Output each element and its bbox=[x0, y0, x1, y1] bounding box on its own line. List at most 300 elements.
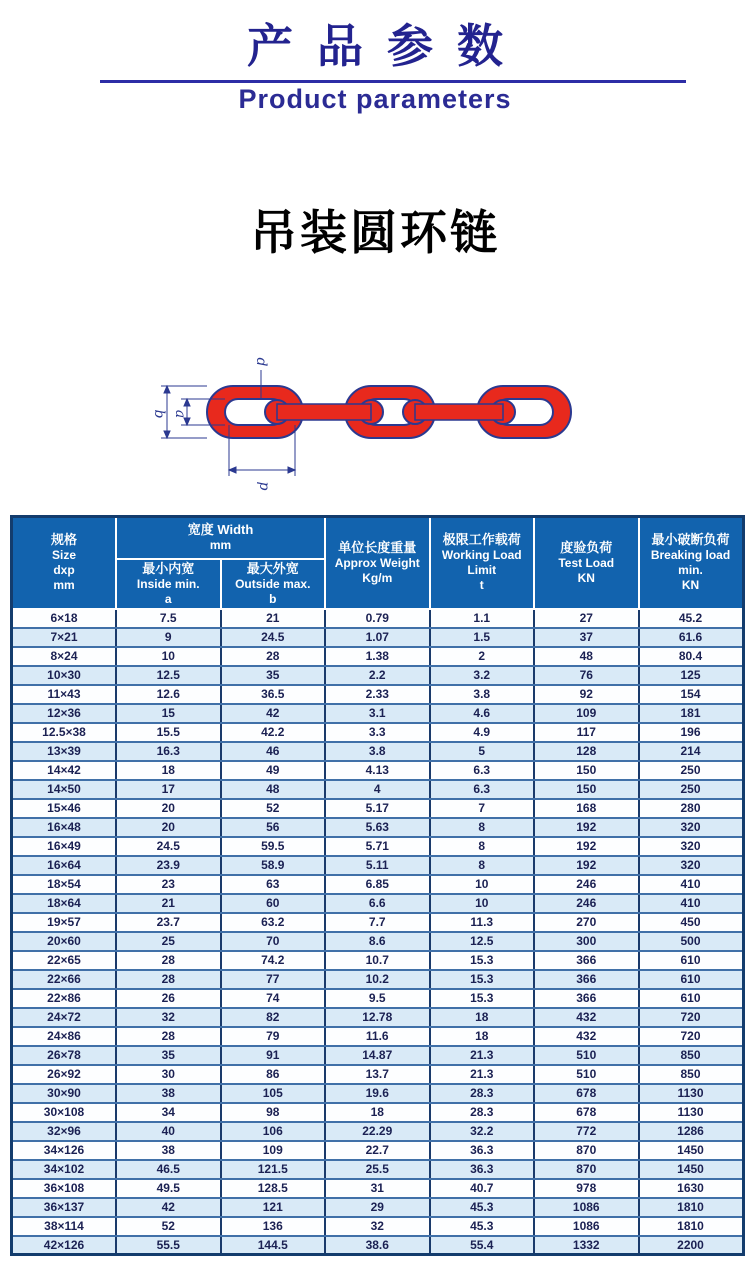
cell: 74.2 bbox=[221, 951, 326, 970]
cell: 2.33 bbox=[325, 685, 430, 704]
cell: 2200 bbox=[639, 1236, 744, 1255]
cell: 80.4 bbox=[639, 647, 744, 666]
cell: 610 bbox=[639, 989, 744, 1008]
cell: 82 bbox=[221, 1008, 326, 1027]
header-divider bbox=[100, 80, 686, 83]
table-row bbox=[12, 1160, 744, 1179]
cell: 5 bbox=[430, 742, 535, 761]
cell: 4.9 bbox=[430, 723, 535, 742]
chain-connector-link bbox=[403, 400, 515, 424]
cell: 24.5 bbox=[116, 837, 221, 856]
cell: 8 bbox=[430, 818, 535, 837]
cell: 24.5 bbox=[221, 628, 326, 647]
col-header-size bbox=[12, 517, 117, 609]
cell: 16×49 bbox=[12, 837, 117, 856]
cell: 610 bbox=[639, 951, 744, 970]
col-header-breaking-en: Breaking load bbox=[650, 548, 731, 563]
cell: 15 bbox=[116, 704, 221, 723]
dimension-label-d: d bbox=[253, 357, 269, 367]
cell: 36.5 bbox=[221, 685, 326, 704]
cell: 13×39 bbox=[12, 742, 117, 761]
cell: 45.2 bbox=[639, 609, 744, 628]
cell: 5.71 bbox=[325, 837, 430, 856]
col-header-breaking-min: min. bbox=[678, 563, 703, 578]
cell: 1286 bbox=[639, 1122, 744, 1141]
col-header-test-unit: KN bbox=[577, 570, 595, 585]
table-row bbox=[12, 1103, 744, 1122]
cell: 450 bbox=[639, 913, 744, 932]
cell: 4.13 bbox=[325, 761, 430, 780]
cell: 1130 bbox=[639, 1084, 744, 1103]
cell: 36×108 bbox=[12, 1179, 117, 1198]
cell: 28.3 bbox=[430, 1084, 535, 1103]
col-header-weight-unit: Kg/m bbox=[362, 570, 393, 585]
cell: 21.3 bbox=[430, 1065, 535, 1084]
cell: 11×43 bbox=[12, 685, 117, 704]
cell: 10 bbox=[116, 647, 221, 666]
table-row bbox=[12, 704, 744, 723]
cell: 21.3 bbox=[430, 1046, 535, 1065]
table-row bbox=[12, 951, 744, 970]
cell: 366 bbox=[534, 970, 639, 989]
cell: 77 bbox=[221, 970, 326, 989]
col-header-size-zh: 规格 bbox=[50, 532, 77, 548]
cell: 121.5 bbox=[221, 1160, 326, 1179]
cell: 14×42 bbox=[12, 761, 117, 780]
chain-connector-link bbox=[265, 400, 383, 424]
cell: 10 bbox=[430, 894, 535, 913]
cell: 4.6 bbox=[430, 704, 535, 723]
cell: 86 bbox=[221, 1065, 326, 1084]
cell: 16.3 bbox=[116, 742, 221, 761]
cell: 12.5×38 bbox=[12, 723, 117, 742]
chain-diagram bbox=[145, 348, 605, 498]
cell: 9 bbox=[116, 628, 221, 647]
table-body bbox=[12, 609, 744, 1255]
cell: 15.5 bbox=[116, 723, 221, 742]
cell: 26×92 bbox=[12, 1065, 117, 1084]
cell: 19.6 bbox=[325, 1084, 430, 1103]
cell: 58.9 bbox=[221, 856, 326, 875]
table-row bbox=[12, 1122, 744, 1141]
cell: 63 bbox=[221, 875, 326, 894]
cell: 19×57 bbox=[12, 913, 117, 932]
col-header-wll-zh: 极限工作载荷 bbox=[442, 532, 521, 548]
cell: 37 bbox=[534, 628, 639, 647]
page-title-en: Product parameters bbox=[238, 84, 512, 114]
table-row bbox=[12, 837, 744, 856]
cell: 10×30 bbox=[12, 666, 117, 685]
cell: 30×90 bbox=[12, 1084, 117, 1103]
cell: 16×48 bbox=[12, 818, 117, 837]
cell: 28 bbox=[221, 647, 326, 666]
cell: 12.6 bbox=[116, 685, 221, 704]
cell: 25 bbox=[116, 932, 221, 951]
cell: 720 bbox=[639, 1027, 744, 1046]
cell: 1.38 bbox=[325, 647, 430, 666]
col-header-outside-sym: b bbox=[269, 591, 277, 606]
cell: 1.1 bbox=[430, 609, 535, 628]
cell: 6.3 bbox=[430, 780, 535, 799]
cell: 56 bbox=[221, 818, 326, 837]
cell: 10 bbox=[430, 875, 535, 894]
cell: 55.4 bbox=[430, 1236, 535, 1255]
table-row bbox=[12, 1217, 744, 1236]
cell: 22.29 bbox=[325, 1122, 430, 1141]
cell: 3.8 bbox=[325, 742, 430, 761]
cell: 246 bbox=[534, 875, 639, 894]
cell: 12.78 bbox=[325, 1008, 430, 1027]
cell: 678 bbox=[534, 1084, 639, 1103]
product-title: 吊装圆环链 bbox=[250, 206, 500, 259]
cell: 870 bbox=[534, 1160, 639, 1179]
col-header-weight-en: Approx Weight bbox=[334, 555, 420, 570]
cell: 34×126 bbox=[12, 1141, 117, 1160]
cell: 109 bbox=[534, 704, 639, 723]
cell: 32×96 bbox=[12, 1122, 117, 1141]
spec-table bbox=[10, 515, 745, 1256]
cell: 320 bbox=[639, 856, 744, 875]
table-row bbox=[12, 1084, 744, 1103]
cell: 510 bbox=[534, 1046, 639, 1065]
cell: 181 bbox=[639, 704, 744, 723]
cell: 432 bbox=[534, 1008, 639, 1027]
cell: 29 bbox=[325, 1198, 430, 1217]
table-row bbox=[12, 856, 744, 875]
cell: 18 bbox=[430, 1008, 535, 1027]
cell: 74 bbox=[221, 989, 326, 1008]
table-row bbox=[12, 685, 744, 704]
table-row bbox=[12, 1179, 744, 1198]
cell: 1332 bbox=[534, 1236, 639, 1255]
cell: 98 bbox=[221, 1103, 326, 1122]
table-row bbox=[12, 647, 744, 666]
cell: 38.6 bbox=[325, 1236, 430, 1255]
page-title-zh: 产品参数 bbox=[247, 20, 527, 72]
cell: 5.11 bbox=[325, 856, 430, 875]
cell: 42.2 bbox=[221, 723, 326, 742]
cell: 250 bbox=[639, 780, 744, 799]
cell: 117 bbox=[534, 723, 639, 742]
table-row bbox=[12, 970, 744, 989]
cell: 22×65 bbox=[12, 951, 117, 970]
cell: 7×21 bbox=[12, 628, 117, 647]
cell: 26×78 bbox=[12, 1046, 117, 1065]
table-row bbox=[12, 875, 744, 894]
cell: 6×18 bbox=[12, 609, 117, 628]
cell: 0.79 bbox=[325, 609, 430, 628]
cell: 45.3 bbox=[430, 1198, 535, 1217]
col-header-width-group bbox=[116, 517, 325, 559]
col-header-width-unit: mm bbox=[209, 538, 232, 553]
cell: 8.6 bbox=[325, 932, 430, 951]
cell: 8 bbox=[430, 837, 535, 856]
cell: 20 bbox=[116, 799, 221, 818]
col-header-inside-zh: 最小内宽 bbox=[142, 560, 195, 576]
cell: 500 bbox=[639, 932, 744, 951]
cell: 22×66 bbox=[12, 970, 117, 989]
table-row bbox=[12, 1236, 744, 1255]
cell: 70 bbox=[221, 932, 326, 951]
cell: 270 bbox=[534, 913, 639, 932]
cell: 61.6 bbox=[639, 628, 744, 647]
cell: 214 bbox=[639, 742, 744, 761]
cell: 28 bbox=[116, 970, 221, 989]
cell: 300 bbox=[534, 932, 639, 951]
cell: 48 bbox=[221, 780, 326, 799]
cell: 27 bbox=[534, 609, 639, 628]
cell: 16×64 bbox=[12, 856, 117, 875]
cell: 410 bbox=[639, 894, 744, 913]
cell: 1130 bbox=[639, 1103, 744, 1122]
table-row bbox=[12, 894, 744, 913]
table-row bbox=[12, 1198, 744, 1217]
cell: 38 bbox=[116, 1084, 221, 1103]
cell: 24×86 bbox=[12, 1027, 117, 1046]
cell: 30×108 bbox=[12, 1103, 117, 1122]
cell: 20×60 bbox=[12, 932, 117, 951]
table-row bbox=[12, 932, 744, 951]
cell: 60 bbox=[221, 894, 326, 913]
cell: 125 bbox=[639, 666, 744, 685]
cell: 150 bbox=[534, 761, 639, 780]
cell: 18 bbox=[325, 1103, 430, 1122]
table-row bbox=[12, 628, 744, 647]
cell: 6.85 bbox=[325, 875, 430, 894]
col-header-width-title: 宽度 Width bbox=[187, 522, 254, 538]
cell: 40.7 bbox=[430, 1179, 535, 1198]
cell: 192 bbox=[534, 837, 639, 856]
col-header-breaking-unit: KN bbox=[681, 578, 700, 593]
cell: 15.3 bbox=[430, 951, 535, 970]
cell: 22.7 bbox=[325, 1141, 430, 1160]
table-row bbox=[12, 913, 744, 932]
cell: 510 bbox=[534, 1065, 639, 1084]
cell: 59.5 bbox=[221, 837, 326, 856]
cell: 32.2 bbox=[430, 1122, 535, 1141]
cell: 15×46 bbox=[12, 799, 117, 818]
table-row bbox=[12, 609, 744, 628]
cell: 18 bbox=[430, 1027, 535, 1046]
cell: 38×114 bbox=[12, 1217, 117, 1236]
cell: 168 bbox=[534, 799, 639, 818]
cell: 1810 bbox=[639, 1198, 744, 1217]
cell: 46 bbox=[221, 742, 326, 761]
cell: 1630 bbox=[639, 1179, 744, 1198]
cell: 14.87 bbox=[325, 1046, 430, 1065]
cell: 30 bbox=[116, 1065, 221, 1084]
cell: 76 bbox=[534, 666, 639, 685]
cell: 52 bbox=[116, 1217, 221, 1236]
cell: 9.5 bbox=[325, 989, 430, 1008]
cell: 8×24 bbox=[12, 647, 117, 666]
cell: 2.2 bbox=[325, 666, 430, 685]
cell: 18×54 bbox=[12, 875, 117, 894]
cell: 32 bbox=[116, 1008, 221, 1027]
cell: 4 bbox=[325, 780, 430, 799]
col-header-weight-zh: 单位长度重量 bbox=[338, 539, 417, 555]
cell: 26 bbox=[116, 989, 221, 1008]
cell: 144.5 bbox=[221, 1236, 326, 1255]
table-row bbox=[12, 761, 744, 780]
cell: 18×64 bbox=[12, 894, 117, 913]
cell: 1450 bbox=[639, 1160, 744, 1179]
cell: 320 bbox=[639, 837, 744, 856]
cell: 366 bbox=[534, 989, 639, 1008]
col-header-test-zh: 度验负荷 bbox=[560, 539, 613, 555]
dimension-label-b: b bbox=[151, 409, 167, 419]
table-header bbox=[12, 517, 744, 609]
cell: 128 bbox=[534, 742, 639, 761]
cell: 850 bbox=[639, 1065, 744, 1084]
cell: 31 bbox=[325, 1179, 430, 1198]
col-header-wll bbox=[430, 517, 535, 609]
cell: 1.07 bbox=[325, 628, 430, 647]
cell: 280 bbox=[639, 799, 744, 818]
col-header-size-unit: mm bbox=[53, 578, 75, 593]
cell: 1450 bbox=[639, 1141, 744, 1160]
cell: 7 bbox=[430, 799, 535, 818]
cell: 17 bbox=[116, 780, 221, 799]
cell: 36×137 bbox=[12, 1198, 117, 1217]
table-row bbox=[12, 666, 744, 685]
cell: 196 bbox=[639, 723, 744, 742]
cell: 3.1 bbox=[325, 704, 430, 723]
cell: 7.7 bbox=[325, 913, 430, 932]
table-row bbox=[12, 989, 744, 1008]
col-header-inside-en: Inside min. bbox=[136, 576, 200, 591]
cell: 15.3 bbox=[430, 970, 535, 989]
cell: 23 bbox=[116, 875, 221, 894]
cell: 25.5 bbox=[325, 1160, 430, 1179]
cell: 79 bbox=[221, 1027, 326, 1046]
table-row bbox=[12, 1141, 744, 1160]
cell: 410 bbox=[639, 875, 744, 894]
cell: 12.5 bbox=[116, 666, 221, 685]
col-header-test-load bbox=[534, 517, 639, 609]
col-header-breaking-load bbox=[639, 517, 744, 609]
cell: 246 bbox=[534, 894, 639, 913]
cell: 20 bbox=[116, 818, 221, 837]
cell: 13.7 bbox=[325, 1065, 430, 1084]
cell: 11.3 bbox=[430, 913, 535, 932]
col-header-wll-en: Working Load Limit bbox=[441, 548, 522, 578]
cell: 5.63 bbox=[325, 818, 430, 837]
col-header-inside-sym: a bbox=[164, 591, 172, 606]
cell: 6.3 bbox=[430, 761, 535, 780]
cell: 32 bbox=[325, 1217, 430, 1236]
col-header-outside-zh: 最大外宽 bbox=[246, 560, 299, 576]
dimension-label-a: a bbox=[172, 409, 188, 419]
dimension-label-p: p bbox=[256, 481, 272, 491]
cell: 366 bbox=[534, 951, 639, 970]
table-row bbox=[12, 1065, 744, 1084]
cell: 14×50 bbox=[12, 780, 117, 799]
cell: 36.3 bbox=[430, 1160, 535, 1179]
cell: 320 bbox=[639, 818, 744, 837]
cell: 1086 bbox=[534, 1217, 639, 1236]
cell: 48 bbox=[534, 647, 639, 666]
cell: 8 bbox=[430, 856, 535, 875]
cell: 5.17 bbox=[325, 799, 430, 818]
cell: 3.2 bbox=[430, 666, 535, 685]
cell: 250 bbox=[639, 761, 744, 780]
cell: 192 bbox=[534, 818, 639, 837]
cell: 870 bbox=[534, 1141, 639, 1160]
cell: 154 bbox=[639, 685, 744, 704]
cell: 42 bbox=[221, 704, 326, 723]
cell: 150 bbox=[534, 780, 639, 799]
cell: 6.6 bbox=[325, 894, 430, 913]
cell: 11.6 bbox=[325, 1027, 430, 1046]
cell: 52 bbox=[221, 799, 326, 818]
cell: 40 bbox=[116, 1122, 221, 1141]
cell: 15.3 bbox=[430, 989, 535, 1008]
cell: 42 bbox=[116, 1198, 221, 1217]
cell: 128.5 bbox=[221, 1179, 326, 1198]
cell: 23.9 bbox=[116, 856, 221, 875]
col-header-size-en: Size bbox=[51, 548, 76, 563]
cell: 35 bbox=[221, 666, 326, 685]
col-header-test-en: Test Load bbox=[558, 555, 615, 570]
cell: 21 bbox=[221, 609, 326, 628]
cell: 109 bbox=[221, 1141, 326, 1160]
cell: 23.7 bbox=[116, 913, 221, 932]
col-header-outside-width bbox=[221, 559, 326, 609]
cell: 38 bbox=[116, 1141, 221, 1160]
cell: 34×102 bbox=[12, 1160, 117, 1179]
cell: 106 bbox=[221, 1122, 326, 1141]
cell: 42×126 bbox=[12, 1236, 117, 1255]
table-row bbox=[12, 780, 744, 799]
cell: 46.5 bbox=[116, 1160, 221, 1179]
table-row bbox=[12, 1046, 744, 1065]
cell: 2 bbox=[430, 647, 535, 666]
cell: 91 bbox=[221, 1046, 326, 1065]
cell: 772 bbox=[534, 1122, 639, 1141]
cell: 21 bbox=[116, 894, 221, 913]
cell: 45.3 bbox=[430, 1217, 535, 1236]
cell: 121 bbox=[221, 1198, 326, 1217]
table-row bbox=[12, 742, 744, 761]
cell: 850 bbox=[639, 1046, 744, 1065]
cell: 34 bbox=[116, 1103, 221, 1122]
cell: 10.7 bbox=[325, 951, 430, 970]
cell: 55.5 bbox=[116, 1236, 221, 1255]
cell: 49.5 bbox=[116, 1179, 221, 1198]
cell: 10.2 bbox=[325, 970, 430, 989]
cell: 63.2 bbox=[221, 913, 326, 932]
cell: 432 bbox=[534, 1027, 639, 1046]
cell: 12×36 bbox=[12, 704, 117, 723]
cell: 192 bbox=[534, 856, 639, 875]
col-header-weight bbox=[325, 517, 430, 609]
col-header-wll-unit: t bbox=[479, 578, 484, 593]
col-header-inside-width bbox=[116, 559, 221, 609]
table-row bbox=[12, 1008, 744, 1027]
cell: 35 bbox=[116, 1046, 221, 1065]
cell: 3.3 bbox=[325, 723, 430, 742]
table-row bbox=[12, 818, 744, 837]
cell: 28 bbox=[116, 951, 221, 970]
cell: 28.3 bbox=[430, 1103, 535, 1122]
cell: 28 bbox=[116, 1027, 221, 1046]
cell: 12.5 bbox=[430, 932, 535, 951]
cell: 24×72 bbox=[12, 1008, 117, 1027]
cell: 1.5 bbox=[430, 628, 535, 647]
cell: 720 bbox=[639, 1008, 744, 1027]
cell: 978 bbox=[534, 1179, 639, 1198]
